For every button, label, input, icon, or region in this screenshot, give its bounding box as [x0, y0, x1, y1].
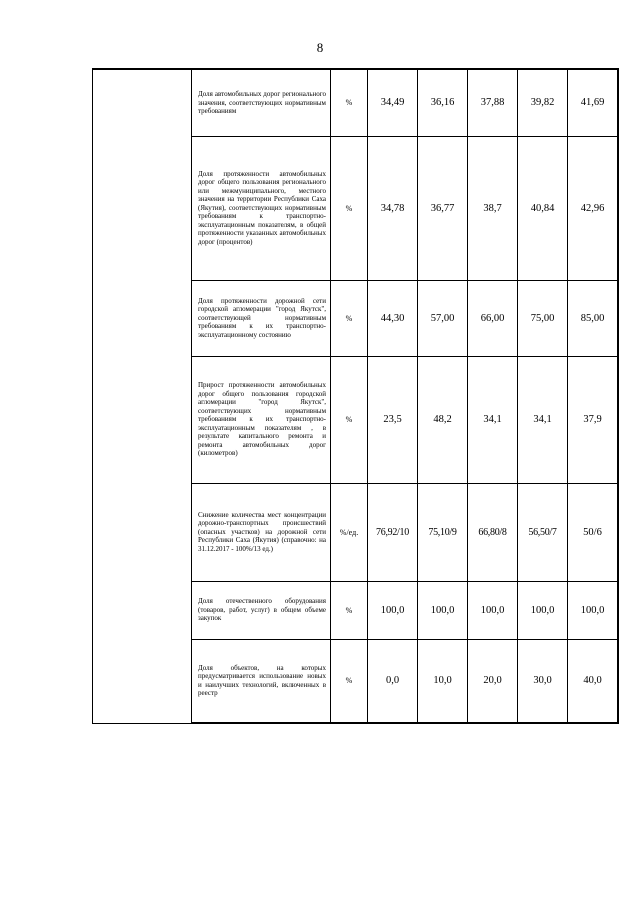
- value-cell: 38,7: [468, 136, 518, 280]
- value-cell: 100,0: [368, 581, 418, 639]
- indicators-table: [92, 68, 619, 724]
- value-cell: 66,80/8: [468, 483, 518, 581]
- indicator-name: Доля протяженности автомобильных дорог общего пользования регионального или межмуниципального, местного значения на территории Республики Саха (Якутия), соответствующих нормативным требованиям к транспортно-эксплуатационным показателям, в общей протяженности указанных автомобильных дорог (процентов): [192, 136, 331, 280]
- value-cell: 100,0: [568, 581, 619, 639]
- unit-cell: %: [331, 581, 368, 639]
- indicator-name: Доля протяженности дорожной сети городской агломерации "город Якутск", соответствующей нормативным требованиям к их транспортно-эксплуатационному состоянию: [192, 280, 331, 356]
- indicator-name: Доля объектов, на которых предусматривается использование новых и наилучших технологий, включенных в реестр: [192, 639, 331, 723]
- value-cell: 100,0: [468, 581, 518, 639]
- value-cell: 41,69: [568, 69, 619, 136]
- unit-cell: %: [331, 356, 368, 483]
- value-cell: 85,00: [568, 280, 619, 356]
- value-cell: 40,0: [568, 639, 619, 723]
- value-cell: 0,0: [368, 639, 418, 723]
- value-cell: 48,2: [418, 356, 468, 483]
- value-cell: 50/6: [568, 483, 619, 581]
- unit-cell: %: [331, 69, 368, 136]
- value-cell: 76,92/10: [368, 483, 418, 581]
- indicator-name: Прирост протяженности автомобильных дорог общего пользования городской агломерации "город Якутск", соответствующих нормативным требованиям к их транспортно-эксплуатационным показателям , в результате капитального ремонта и ремонта автомобильных дорог (километров): [192, 356, 331, 483]
- indicator-name: Доля автомобильных дорог регионального значения, соответствующих нормативным требованиям: [192, 69, 331, 136]
- value-cell: 36,77: [418, 136, 468, 280]
- indicator-name: Снижение количества мест концентрации дорожно-транспортных происшествий (опасных участков) на дорожной сети Республики Саха (Якутия) (справочно: на 31.12.2017 - 100%/13 ед.): [192, 483, 331, 581]
- value-cell: 75,10/9: [418, 483, 468, 581]
- value-cell: 57,00: [418, 280, 468, 356]
- value-cell: 75,00: [518, 280, 568, 356]
- value-cell: 10,0: [418, 639, 468, 723]
- value-cell: 37,9: [568, 356, 619, 483]
- value-cell: 20,0: [468, 639, 518, 723]
- value-cell: 30,0: [518, 639, 568, 723]
- value-cell: 40,84: [518, 136, 568, 280]
- value-cell: 44,30: [368, 280, 418, 356]
- unit-cell: %: [331, 280, 368, 356]
- value-cell: 100,0: [418, 581, 468, 639]
- unit-cell: %/ед.: [331, 483, 368, 581]
- unit-cell: %: [331, 639, 368, 723]
- page-number: 8: [316, 40, 324, 55]
- value-cell: 100,0: [518, 581, 568, 639]
- indicator-name: Доля отечественного оборудования (товаров, работ, услуг) в общем объеме закупок: [192, 581, 331, 639]
- value-cell: 66,00: [468, 280, 518, 356]
- empty-section-cell: [93, 69, 192, 723]
- value-cell: 39,82: [518, 69, 568, 136]
- value-cell: 42,96: [568, 136, 619, 280]
- value-cell: 34,1: [518, 356, 568, 483]
- value-cell: 34,1: [468, 356, 518, 483]
- unit-cell: %: [331, 136, 368, 280]
- value-cell: 34,78: [368, 136, 418, 280]
- value-cell: 23,5: [368, 356, 418, 483]
- value-cell: 37,88: [468, 69, 518, 136]
- value-cell: 34,49: [368, 69, 418, 136]
- value-cell: 36,16: [418, 69, 468, 136]
- table-row: [93, 69, 619, 136]
- value-cell: 56,50/7: [518, 483, 568, 581]
